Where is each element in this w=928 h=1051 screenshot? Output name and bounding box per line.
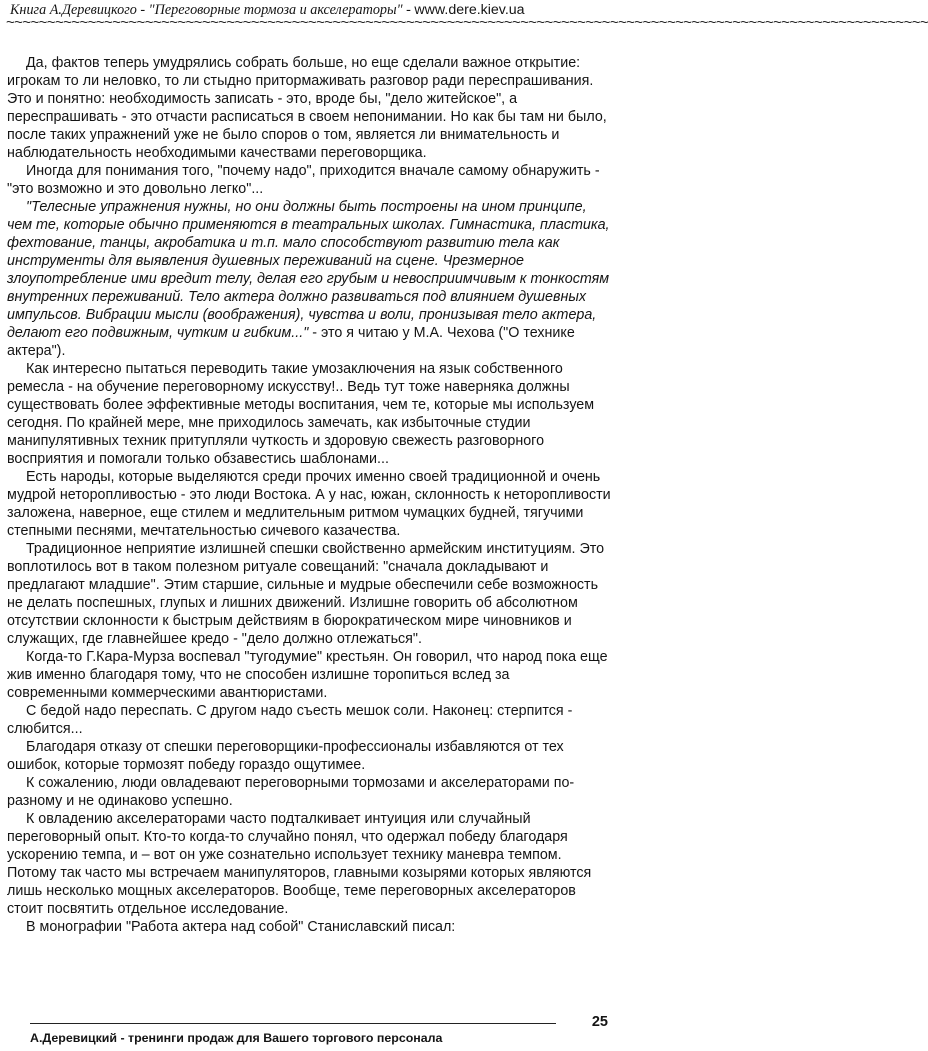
paragraph: Есть народы, которые выделяются среди прочих именно своей традиционной и очень мудрой неторопливостью - это люди Востока. А у нас, южан, склонность к неторопливости заложена, наверное, еще стилем и медлительным ритмом чумацких будней, тягучими степными песнями, мечтательностью сичевого казачества. bbox=[7, 469, 611, 539]
header-tilde-rule: ~~~~~~~~~~~~~~~~~~~~~~~~~~~~~~~~~~~~~~~~~~~~~~~~~~~~~~~~~~~~~~~~~~~~~~~~~~~~~~~~~~~~~~~~~~~~~~~~~~~~~~~~~~~~~~~~~ bbox=[6, 14, 928, 31]
paragraph: К сожалению, люди овладевают переговорными тормозами и акселераторами по-разному и не одинаково успешно. bbox=[7, 775, 575, 809]
website-address: www.dere.kiev.ua bbox=[414, 2, 525, 18]
paragraph: С бедой надо переспать. С другом надо съесть мешок соли. Наконец: стерпится - слюбится... bbox=[7, 703, 573, 737]
paragraph: Благодаря отказу от спешки переговорщики-профессионалы избавляются от тех ошибок, которые тормозят победу гораздо ощутимее. bbox=[7, 739, 564, 773]
header-separator: - bbox=[402, 2, 415, 18]
page-number: 25 bbox=[591, 1014, 608, 1030]
paragraph: Когда-то Г.Кара-Мурза воспевал "тугодумие" крестьян. Он говорил, что народ пока еще жив именно благодаря тому, что не способен излишне торопиться вслед за современными коммерческими авантюристами. bbox=[7, 649, 608, 701]
quote-paragraph bbox=[7, 198, 612, 360]
body-text bbox=[7, 54, 612, 936]
quote-attribution: - это я читаю у М.А. Чехова ("О технике актера"). bbox=[7, 325, 575, 359]
footer-rule bbox=[30, 1023, 556, 1024]
paragraph: К овладению акселераторами часто подталкивает интуиция или случайный переговорный опыт. Кто-то когда-то случайно понял, что одержал победу благодаря ускорению темпа, и – вот он уже сознательно использует технику маневра темпом. Потому так часто мы встречаем манипуляторов, главными козырями которых являются лишь несколько мощных акселераторов. Вообще, теме переговорных акселераторов стоит посвятить отдельное исследование. bbox=[7, 811, 592, 917]
chekhov-quote: "Телесные упражнения нужны, но они должны быть построены на ином принципе, чем те, которые обычно применяются в театральных школах. Гимнастика, пластика, фехтование, танцы, акробатика и т.п. мало способствуют развитию тела как инструменты для выявления душевных переживаний на сцене. Чрезмерное злоупотребление ими вредит телу, делая его грубым и невосприимчивым к тонкостям внутренних переживаний. Тело актера должно развиваться под влиянием душевных импульсов. Вибрации мысли (воображения), чувства и воли, пронизывая тело актера, делают его подвижным, чутким и гибким..." bbox=[7, 199, 610, 341]
footer-text: А.Деревицкий - тренинги продаж для Вашего торгового персонала bbox=[30, 1031, 443, 1045]
paragraph: Как интересно пытаться переводить такие умозаключения на язык собственного ремесла - на обучение переговорному искусству!.. Ведь тут тоже наверняка должны существовать более эффективные методы воспитания, чем те, которые мы используем сегодня. По крайней мере, мне приходилось замечать, как избыточные студии манипулятивных техник притупляли чуткость и здоровую свежесть разговорного восприятия и помогали только обзавестись шаблонами... bbox=[7, 361, 595, 467]
paragraph: Да, фактов теперь умудрялись собрать больше, но еще сделали важное открытие: игрокам то ли неловко, то ли стыдно притормаживать разговор ради переспрашивания. Это и понятно: необходимость записать - это, вроде бы, "дело житейское", а переспрашивать - это отчасти расписаться в своем непонимании. Но как бы там ни было, после таких упражнений уже не было споров о том, является ли внимательность и наблюдательность необходимыми качествами переговорщика. bbox=[7, 55, 607, 161]
book-title: Книга А.Деревицкого - "Переговорные тормоза и акселераторы" bbox=[10, 2, 403, 18]
paragraph: В монографии "Работа актера над собой" Станиславский писал: bbox=[26, 919, 456, 935]
paragraph: Традиционное неприятие излишней спешки свойственно армейским институциям. Это воплотилось вот в таком полезном ритуале совещаний: "сначала докладывают и предлагают младшие". Этим старшие, сильные и мудрые обеспечили себе возможность не делать поспешных, глупых и лишних движений. Излишне говорить об абсолютном отсутствии склонности к быстрым действиям в бюрократическом мире чиновников и служащих, где главнейшее кредо - "дело должно отлежаться". bbox=[7, 541, 605, 647]
paragraph: Иногда для понимания того, "почему надо", приходится вначале самому обнаружить - "это возможно и это довольно легко"... bbox=[7, 163, 600, 197]
